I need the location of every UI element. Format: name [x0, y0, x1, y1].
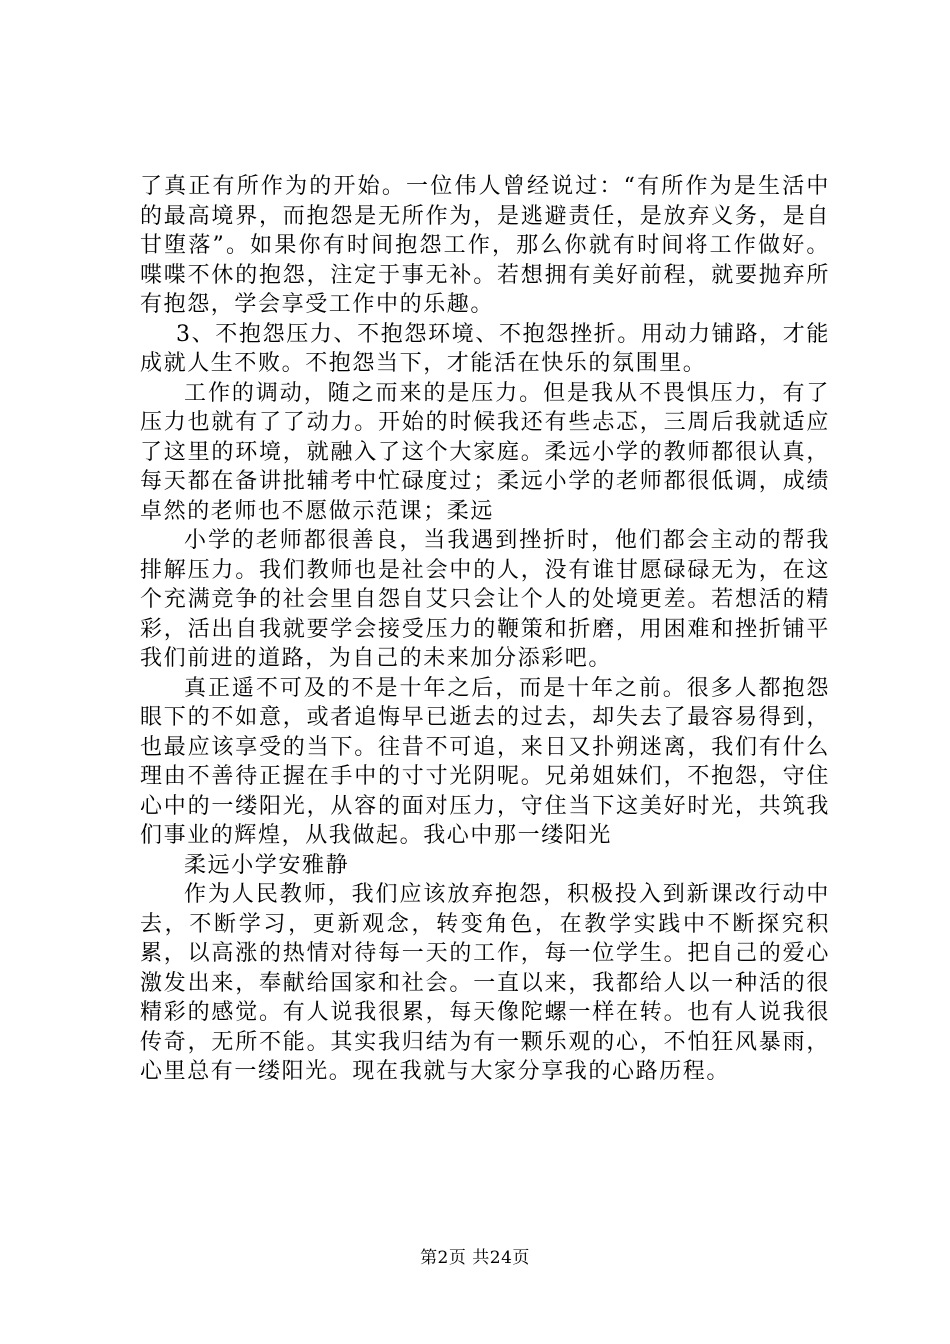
paragraph-continuation: 了真正有所作为的开始。一位伟人曾经说过：“有所作为是生活中的最高境界，而抱怨是无所作为，是逃避责任，是放弃义务，是自甘堕落”。如果你有时间抱怨工作，那么你就有时间将工作做好。喋喋不休的抱怨，注定于事无补。若想拥有美好前程，就要抛弃所有抱怨，学会享受工作中的乐趣。	[140, 174, 830, 317]
paragraph-teachers-kind: 小学的老师都很善良，当我遇到挫折时，他们都会主动的帮我排解压力。我们教师也是社会中的人，没有谁甘愿碌碌无为，在这个充满竞争的社会里自怨自艾只会让个人的处境更差。若想活的精彩，活出自我就要学会接受压力的鞭策和折磨，用困难和挫折铺平我们前进的道路，为自己的未来加分添彩吧。	[140, 528, 830, 671]
paragraph-ten-years: 真正遥不可及的不是十年之后，而是十年之前。很多人都抱怨眼下的不如意，或者追悔早已逝去的过去，却失去了最容易得到，也最应该享受的当下。往昔不可追，来日又扑朔迷离，我们有什么理由不善待正握在手中的寸寸光阴呢。兄弟姐妹们，不抱怨，守住心中的一缕阳光，从容的面对压力，守住当下这美好时光，共筑我们事业的辉煌，从我做起。我心中那一缕阳光	[140, 675, 830, 848]
paragraph-teacher-role: 作为人民教师，我们应该放弃抱怨，积极投入到新课改行动中去，不断学习，更新观念，转变角色，在教学实践中不断探究积累，以高涨的热情对待每一天的工作，每一位学生。把自己的爱心激发出来，奉献给国家和社会。一直以来，我都给人以一种活的很精彩的感觉。有人说我很累，每天像陀螺一样在转。也有人说我很传奇，无所不能。其实我归结为有一颗乐观的心，不怕狂风暴雨，心里总有一缕阳光。现在我就与大家分享我的心路历程。	[140, 882, 830, 1084]
paragraph-point-3: 3、不抱怨压力、不抱怨环境、不抱怨挫折。用动力铺路，才能成就人生不败。不抱怨当下，才能活在快乐的氛围里。	[140, 321, 830, 376]
paragraph-work-transfer: 工作的调动，随之而来的是压力。但是我从不畏惧压力，有了压力也就有了了动力。开始的时候我还有些忐忑，三周后我就适应了这里的环境，就融入了这个大家庭。柔远小学的教师都很认真，每天都在备讲批辅考中忙碌度过；柔远小学的老师都很低调，成绩卓然的老师也不愿做示范课；柔远	[140, 380, 830, 524]
author-line: 柔远小学安雅静	[184, 852, 350, 878]
page-number-footer: 第2页 共24页	[420, 1248, 530, 1268]
document-body	[140, 172, 830, 1087]
